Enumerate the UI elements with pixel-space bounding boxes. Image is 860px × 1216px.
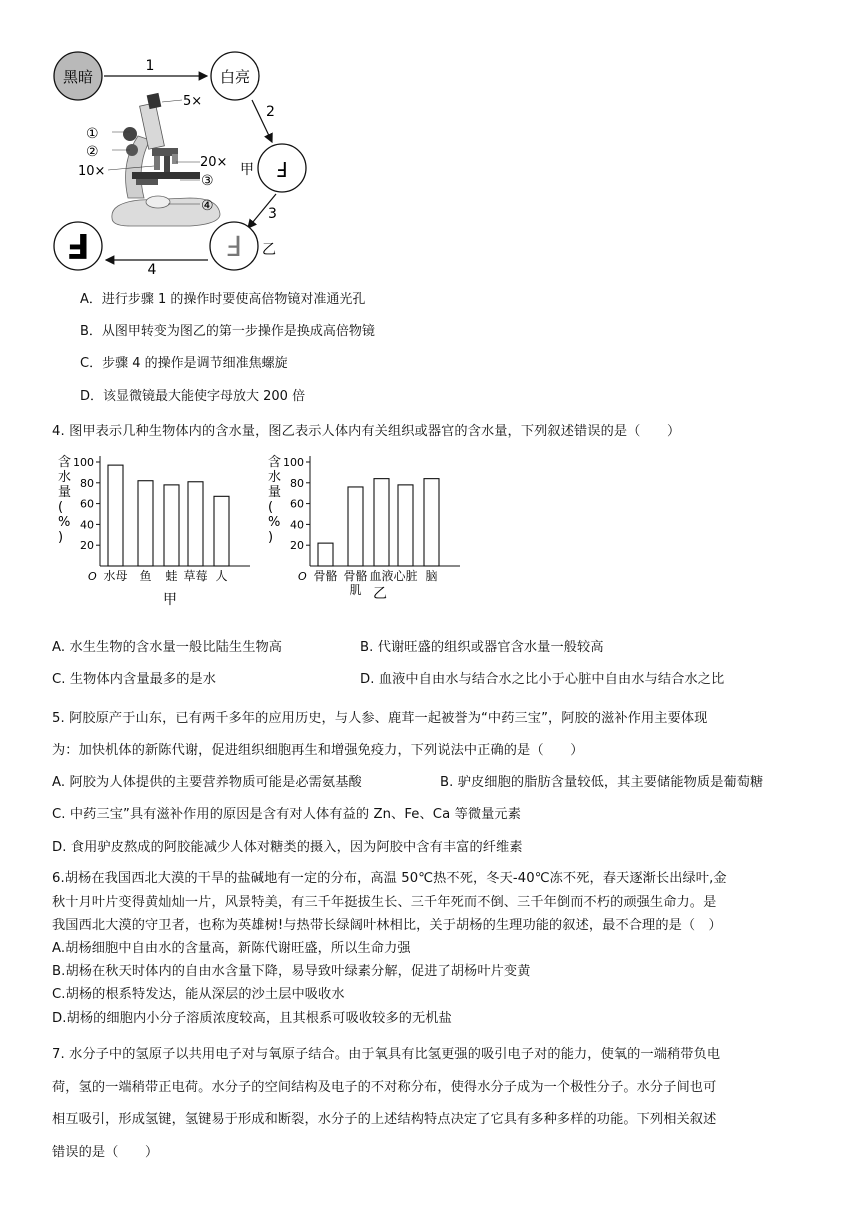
objective-high-label: 20× <box>200 155 228 170</box>
chart-yi-bar <box>348 487 363 566</box>
chart-jia-bar <box>164 485 179 566</box>
q4-option-b: B. 代谢旺盛的组织或器官含水量一般较高 <box>360 640 604 655</box>
chart-yi-category-label: 心脏 <box>393 569 418 583</box>
step3-label: 3 <box>268 206 277 222</box>
q6-option-b: B.胡杨在秋天时体内的自由水含量下降，易导致叶绿素分解，促进了胡杨叶片变黄 <box>52 964 531 979</box>
q5-stem-line2: 为：加快机体的新陈代谢，促进组织细胞再生和增强免疫力，下列说法中正确的是（ ） <box>52 743 584 758</box>
chart-yi-ytick-label: 100 <box>283 456 304 469</box>
chart-jia-category-label: 水母 <box>103 569 128 583</box>
q5-option-b: B. 驴皮细胞的脂肪含量较低，其主要储能物质是葡萄糖 <box>440 775 764 790</box>
part1-label: ① <box>86 126 99 142</box>
view-yi-label: 乙 <box>262 242 276 258</box>
q7-stem-line3: 相互吸引，形成氢键，氢键易于形成和断裂，水分子的上述结构特点决定了它具有多种多样的功能。下列相关叙述 <box>52 1112 717 1127</box>
view-yi-letter: F <box>225 229 243 262</box>
chart-yi-bar <box>318 543 333 566</box>
q5-stem-line1: 5. 阿胶原产于山东，已有两千多年的应用历史，与人参、鹿茸一起被誉为“中药三宝”，阿胶的滋补作用主要体现 <box>52 711 708 726</box>
chart-jia-bar <box>108 465 123 566</box>
chart-jia-origin-label: O <box>88 570 97 583</box>
chart-yi-category-label: 骨骼肌 <box>343 569 368 597</box>
chart-jia-category-label: 草莓 <box>183 569 208 583</box>
bright-label: 白亮 <box>219 68 251 86</box>
part4-label: ④ <box>201 198 214 214</box>
q7-stem-line2: 荷，氢的一端稍带正电荷。水分子的空间结构及电子的不对称分布，使得水分子成为一个极性分子。水分子间也可 <box>52 1080 717 1095</box>
chart-yi-y-axis-label: 含水量( % ) <box>268 455 282 545</box>
chart-yi-title: 乙 <box>373 586 387 602</box>
q5-option-a: A. 阿胶为人体提供的主要营养物质可能是必需氨基酸 <box>52 775 362 790</box>
chart-yi-ytick-label: 20 <box>290 539 304 553</box>
chart-yi-category-label: 血液 <box>369 569 394 583</box>
chart-jia-ytick-label: 40 <box>80 518 94 532</box>
objective-low-label: 10× <box>78 164 106 179</box>
q7-stem-line1: 7. 水分子中的氢原子以共用电子对与氧原子结合。由于氧具有比氢更强的吸引电子对的能力，使氧的一端稍带负电 <box>52 1047 721 1062</box>
chart-jia-category-label: 蛙 <box>165 569 178 583</box>
water-content-charts <box>48 452 468 620</box>
part2-label: ② <box>86 144 99 160</box>
chart-yi-bar <box>424 479 439 566</box>
q4-option-a: A. 水生生物的含水量一般比陆生生物高 <box>52 640 283 655</box>
q5-option-c: C. 中药三宝”具有滋补作用的原因是含有对人体有益的 Zn、Fe、Ca 等微量元素 <box>52 807 522 822</box>
q3-option-b: B．从图甲转变为图乙的第一步操作是换成高倍物镜 <box>80 324 375 339</box>
step1-label: 1 <box>145 58 155 74</box>
chart-jia-ytick-label: 80 <box>80 476 94 490</box>
q6-option-d: D.胡杨的细胞内小分子溶质浓度较高，且其根系可吸收较多的无机盐 <box>52 1011 452 1026</box>
q5-option-d: D. 食用驴皮熬成的阿胶能减少人体对糖类的摄入，因为阿胶中含有丰富的纤维素 <box>52 840 523 855</box>
q4-stem: 4. 图甲表示几种生物体内的含水量，图乙表示人体内有关组织或器官的含水量，下列叙述错误的是（ ） <box>52 424 681 439</box>
chart-yi-ytick-label: 80 <box>290 476 304 490</box>
chart-yi-bar <box>374 479 389 566</box>
q6-stem-line3: 我国西北大漠的守卫者，也称为英雄树!与热带长绿阔叶林相比，关于胡杨的生理功能的叙述，最不合理的是（ ） <box>52 918 722 933</box>
q7-stem-line4: 错误的是（ ） <box>52 1145 159 1160</box>
chart-jia-category-label: 人 <box>215 569 228 583</box>
dark-label: 黑暗 <box>62 68 94 86</box>
q6-option-c: C.胡杨的根系特发达，能从深层的沙土层中吸收水 <box>52 987 345 1002</box>
q3-option-c: C．步骤 4 的操作是调节细准焦螺旋 <box>80 356 288 371</box>
chart-jia-category-label: 鱼 <box>139 569 152 583</box>
chart-yi-ytick-label: 40 <box>290 518 304 532</box>
eyepiece-mag-label: 5× <box>183 94 203 109</box>
chart-jia-title: 甲 <box>163 592 177 608</box>
chart-yi-bar <box>398 485 413 566</box>
step2-label: 2 <box>266 104 275 120</box>
q6-stem-line1: 6.胡杨在我国西北大漠的干旱的盐碱地有一定的分布，高温 50℃热不死，冬天-40℃冻不死，春天逐渐长出绿叶,金 <box>52 871 727 886</box>
chart-yi-ytick-label: 60 <box>290 497 304 511</box>
chart-yi-category-label: 脑 <box>425 569 438 583</box>
final-view-letter: F <box>66 225 90 265</box>
step4-label: 4 <box>147 262 157 278</box>
q3-option-a: A．进行步骤 1 的操作时要使高倍物镜对准通光孔 <box>80 292 366 307</box>
view-jia-label: 甲 <box>240 162 254 178</box>
chart-jia-ytick-label: 100 <box>73 456 94 469</box>
q4-option-d: D. 血液中自由水与结合水之比小于心脏中自由水与结合水之比 <box>360 672 725 687</box>
q6-stem-line2: 秋十月叶片变得黄灿灿一片，风景特美，有三千年挺拔生长、三千年死而不倒、三千年倒而不朽的顽强生命力。是 <box>52 895 717 910</box>
chart-jia-y-axis-label: 含水量( % ) <box>58 455 72 545</box>
q3-option-d: D．该显微镜最大能使字母放大 200 倍 <box>80 389 306 404</box>
part3-label: ③ <box>201 173 214 189</box>
microscope-figure <box>40 48 320 282</box>
chart-jia-ytick-label: 20 <box>80 539 94 553</box>
q6-option-a: A.胡杨细胞中自由水的含量高，新陈代谢旺盛，所以生命力强 <box>52 941 411 956</box>
q4-option-c: C. 生物体内含量最多的是水 <box>52 672 217 687</box>
chart-yi-origin-label: O <box>298 570 307 583</box>
view-jia-letter: F <box>276 157 288 181</box>
chart-yi-category-label: 骨骼 <box>313 569 338 583</box>
chart-jia-bar <box>138 481 153 566</box>
chart-jia-bar <box>214 496 229 566</box>
chart-jia-ytick-label: 60 <box>80 497 94 511</box>
chart-jia-bar <box>188 482 203 566</box>
